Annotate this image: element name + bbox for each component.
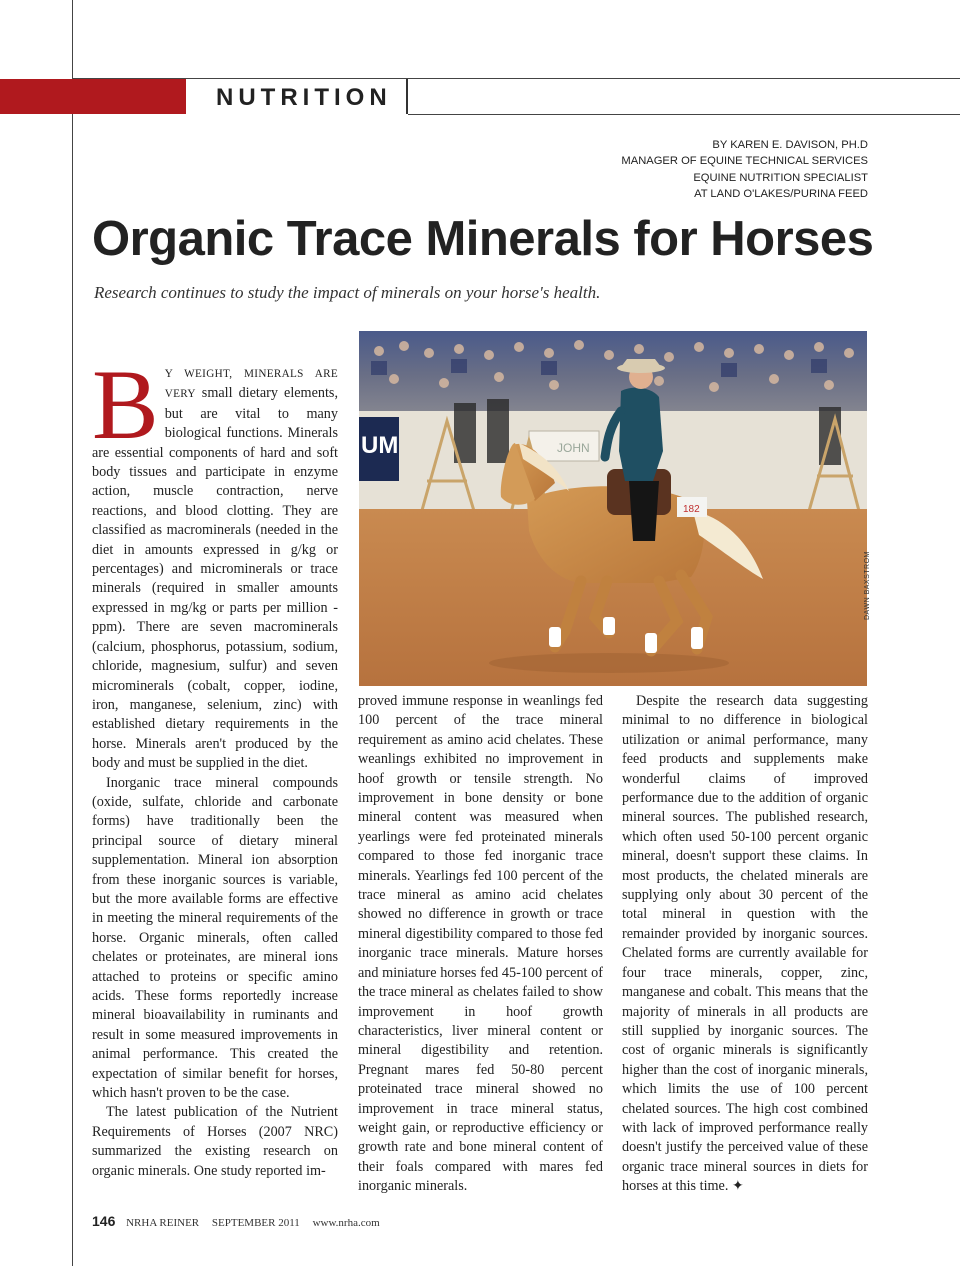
byline [621,137,868,203]
section-color-bar [0,79,186,114]
article-paragraph [622,692,868,1197]
lead-in-caps: Y WEIGHT, MINERALS ARE VERY [164,368,338,401]
arena-sign-text-2: JOHN [557,441,590,455]
end-mark: ✦ [731,1178,744,1195]
byline-title-1: MANAGER OF EQUINE TECHNICAL SERVICES [621,155,868,168]
section-label: NUTRITION [216,84,392,111]
byline-author: BY KAREN E. DAVISON, PH.D [712,139,868,151]
photo-credit: DAWN BAXSTROM [864,551,871,620]
article-paragraph [92,349,338,774]
arena-sign-text: UM [361,432,399,459]
issue-date: SEPTEMBER 2011 [211,1217,300,1229]
article-deck: Research continues to study the impact of minerals on your horse's health. [94,283,601,302]
article-column-2 [358,692,603,1197]
page-footer [92,1213,380,1229]
article-headline: Organic Trace Minerals for Horses [92,212,874,266]
article-paragraph: Inorganic trace mineral compounds (oxide, sulfate, chloride and carbonate forms) have traditionally been the principal source of dietary mineral supplementation. Mineral ion absorption from these inorganic sources is variable, but the more available forms are effective in meeting the mineral requirements of the horse. Organic minerals, often called chelates or proteinates, are mineral ions attached to proteins or specific amino acids. These forms reportedly increase mineral bioavailability in ruminants and result in some measured improvements in animal performance. This created the expectation of similar benefit for horses, which hasn't proven to be the case. [92,774,338,1102]
page-margin-line [72,0,73,1266]
paragraph-text: small dietary elements, but are vital to many biological functions. Minerals are essential components of hard and soft body tissues and participate in enzyme action, muscle contraction, nerve reactions, and blood clotting. They are classified as macrominerals (needed in the diet in amounts expressed in g/kg or percentages) and microminerals or trace minerals (required in smaller amounts expressed in mg/kg or parts per million - ppm). There are seven macrominerals (calcium, phosphorus, potassium, sodium, chloride, magnesium, sulfur) and seven microminerals (cobalt, copper, iodine, iron, manganese, selenium, zinc) with established dietary requirements in the horse. Minerals aren't produced by the body and must be supplied in the diet. [92,385,338,772]
paragraph-text: Despite the research data suggesting minimal to no difference in biological utilization or animal performance, many feed products and supplements make wonderful claims of improved performance due to the addition of organic mineral sources. The published research, which often used 50-100 percent organic mineral, doesn't support these claims. In most products, the chelated minerals are supplying only about 30 percent of the total mineral in question with the remainder provided by inorganic sources. Chelated forms are currently available for four trace minerals, copper, zinc, manganese and cobalt. This means that the majority of minerals in all products are still supplied by inorganic sources. The cost of organic minerals is significantly higher than the cost of inorganic minerals, which limits the use of 100 percent chelated sources. The high cost combined with lack of improved performance really doesn't justify the perceived value of these organic trace mineral sources in diets for horses at this time. [622,693,868,1195]
drop-cap: B [92,349,159,460]
byline-title-2: EQUINE NUTRITION SPECIALIST [693,171,868,184]
page-number: 146 [92,1213,116,1229]
header-bottom-rule [408,114,960,115]
reining-horse-photo [359,331,867,686]
website-link[interactable]: www.nrha.com [312,1217,380,1229]
article-paragraph: proved immune response in weanlings fed 100 percent of the trace mineral requirement as amino acid chelates. These weanlings exhibited no improvement in hoof growth or tensile strength. No improvement in bone density or bone mineral content was measured when yearlings were fed proteinated minerals compared to those fed inorganic trace minerals. Yearlings fed 100 percent of the trace mineral as amino acid chelates showed no difference in growth or trace mineral digestibility compared to those fed inorganic trace minerals. Mature horses and miniature horses fed 45-100 percent of the trace mineral as chelates failed to show improvement in hoof growth characteristics, liver mineral content or mineral digestibility and retention. Pregnant mares fed 50-80 percent proteinated trace mineral showed no improvement in trace mineral status, weight gain, or reproductive efficiency or growth rate and bone mineral content of their foals compared with mares fed inorganic minerals. [358,693,603,1195]
article-paragraph: The latest publication of the Nutrient Requirements of Horses (2007 NRC) summarized the existing research on organic minerals. One study reported im- [92,1104,338,1179]
byline-affiliation: AT LAND O'LAKES/PURINA FEED [694,188,868,201]
article-column-1 [92,349,338,1181]
rider-number-text: 182 [683,504,700,515]
article-column-3 [622,692,868,1197]
publication-name: NRHA REINER [126,1217,200,1229]
